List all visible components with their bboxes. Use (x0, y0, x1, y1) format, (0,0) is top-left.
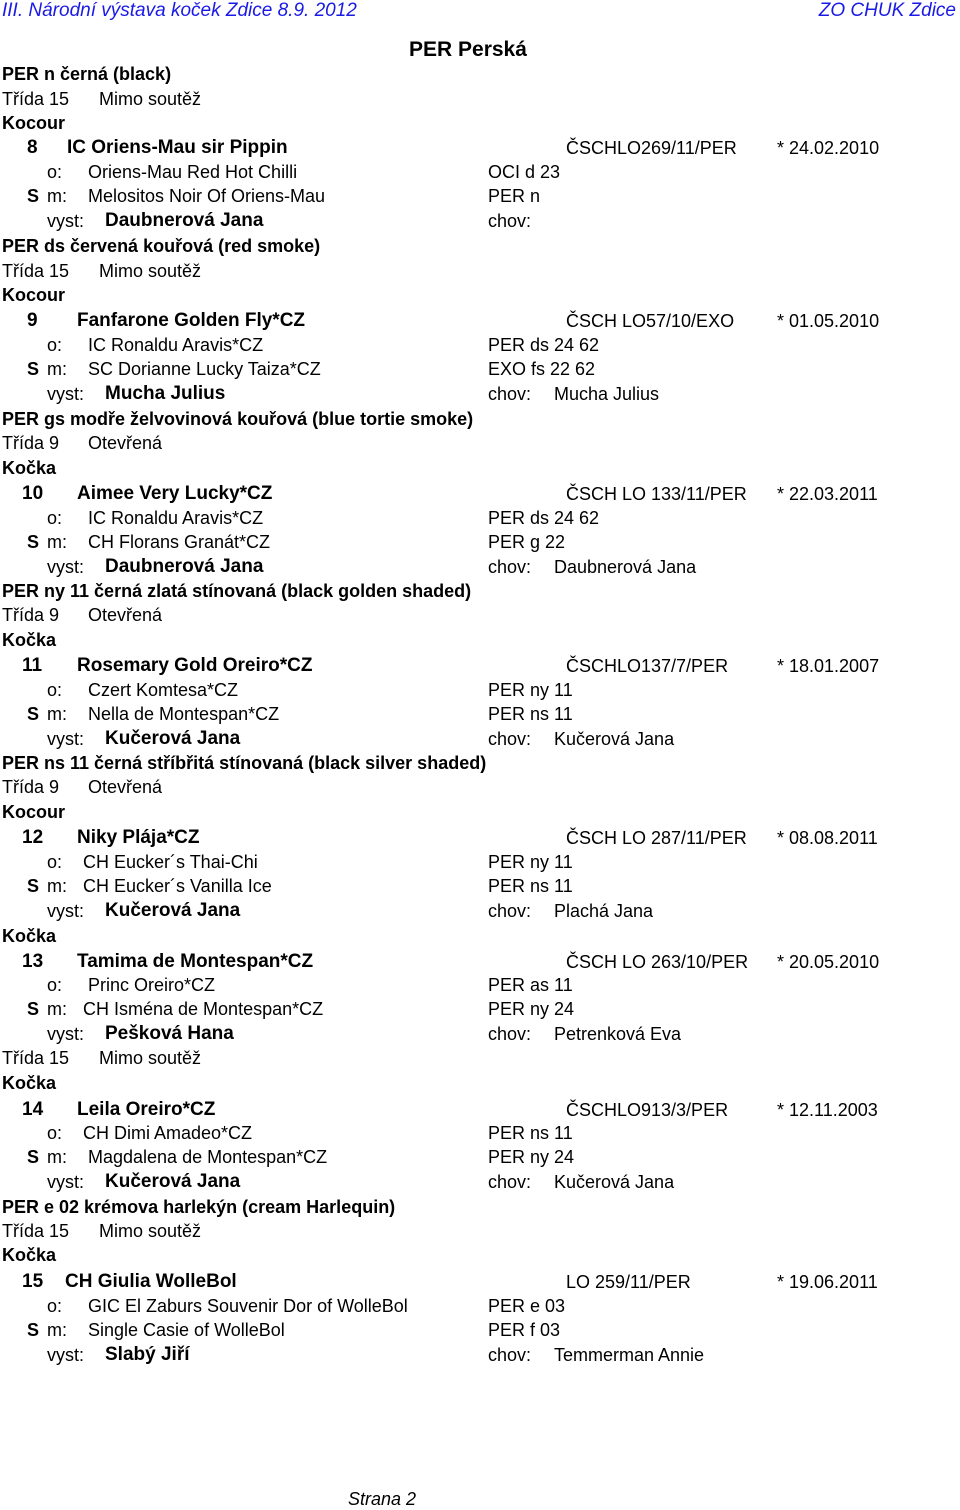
s-mark: S (27, 1147, 40, 1167)
father-name: IC Ronaldu Aravis*CZ (88, 335, 264, 355)
mother-ems: PER n (488, 186, 541, 206)
mother-name: CH Isména de Montespan*CZ (83, 999, 324, 1019)
mother-name: SC Dorianne Lucky Taiza*CZ (88, 359, 321, 379)
birth-date: * 19.06.2011 (777, 1272, 878, 1292)
father-name: Oriens-Mau Red Hot Chilli (88, 162, 298, 182)
mother-ems: PER f 03 (488, 1320, 561, 1340)
mother-label: m: (47, 999, 67, 1019)
catalog-number: 12 (22, 827, 44, 848)
breeder-name: Mucha Julius (554, 384, 660, 404)
registration: ČSCH LO 263/10/PER (566, 952, 749, 972)
sex-label: Kocour (2, 802, 65, 822)
breeder-name: Kučerová Jana (554, 729, 675, 749)
class-label: Třída 15 (2, 261, 70, 281)
exhibitor-name: Mucha Julius (105, 383, 226, 404)
registration: ČSCHLO269/11/PER (566, 138, 737, 158)
birth-date: * 24.02.2010 (777, 138, 880, 158)
class-name: Otevřená (88, 433, 163, 453)
color-heading: PER ds červená kouřová (red smoke) (2, 236, 321, 256)
exhibitor-label: vyst: (47, 211, 85, 231)
class-label: Třída 9 (2, 433, 60, 453)
s-mark: S (27, 1320, 40, 1340)
sex-label: Kocour (2, 113, 65, 133)
catalog-number: 13 (22, 951, 44, 972)
father-name: Princ Oreiro*CZ (88, 975, 216, 995)
exhibitor-name: Daubnerová Jana (105, 210, 264, 231)
birth-date: * 18.01.2007 (777, 656, 880, 676)
father-ems: PER ds 24 62 (488, 335, 600, 355)
breeder-label: chov: (488, 1172, 532, 1192)
cat-name: IC Oriens-Mau sir Pippin (67, 137, 288, 158)
birth-date: * 20.05.2010 (777, 952, 880, 972)
birth-date: * 08.08.2011 (777, 828, 878, 848)
exhibitor-name: Kučerová Jana (105, 1171, 241, 1192)
exhibitor-name: Slabý Jiří (105, 1344, 190, 1365)
registration: LO 259/11/PER (566, 1272, 691, 1292)
father-ems: PER ny 11 (488, 852, 573, 872)
father-label: o: (47, 335, 63, 355)
father-label: o: (47, 975, 63, 995)
class-label: Třída 15 (2, 1048, 70, 1068)
mother-ems: PER g 22 (488, 532, 566, 552)
exhibitor-label: vyst: (47, 1024, 85, 1044)
s-mark: S (27, 999, 40, 1019)
mother-label: m: (47, 186, 67, 206)
exhibitor-name: Kučerová Jana (105, 728, 241, 749)
mother-ems: PER ns 11 (488, 704, 573, 724)
mother-name: Nella de Montespan*CZ (88, 704, 280, 724)
breeder-label: chov: (488, 1024, 532, 1044)
mother-name: Single Casie of WolleBol (88, 1320, 285, 1340)
color-heading: PER gs modře želvovinová kouřová (blue tortie smoke) (2, 409, 474, 429)
organizer: ZO CHUK Zdice (818, 0, 956, 21)
father-ems: PER as 11 (488, 975, 573, 995)
class-label: Třída 15 (2, 89, 70, 109)
page-number: Strana 2 (348, 1489, 417, 1509)
color-heading: PER e 02 krémova harlekýn (cream Harlequin) (2, 1197, 396, 1217)
exhibitor-label: vyst: (47, 729, 85, 749)
cat-name: Fanfarone Golden Fly*CZ (77, 310, 306, 331)
class-name: Mimo soutěž (99, 261, 202, 281)
exhibitor-label: vyst: (47, 901, 85, 921)
color-heading: PER ns 11 černá stříbřitá stínovaná (black silver shaded) (2, 753, 487, 773)
breeder-label: chov: (488, 729, 532, 749)
mother-ems: PER ns 11 (488, 876, 573, 896)
father-name: Czert Komtesa*CZ (88, 680, 239, 700)
cat-name: Niky Plája*CZ (77, 827, 200, 848)
class-name: Otevřená (88, 777, 163, 797)
father-name: IC Ronaldu Aravis*CZ (88, 508, 264, 528)
breeder-name: Temmerman Annie (554, 1345, 705, 1365)
s-mark: S (27, 876, 40, 896)
catalog-number: 15 (22, 1271, 44, 1292)
sex-label: Kocour (2, 285, 65, 305)
father-label: o: (47, 162, 63, 182)
class-label: Třída 9 (2, 777, 60, 797)
exhibitor-name: Daubnerová Jana (105, 556, 264, 577)
mother-name: Magdalena de Montespan*CZ (88, 1147, 328, 1167)
catalog-number: 10 (22, 483, 44, 504)
breeder-label: chov: (488, 211, 532, 231)
class-label: Třída 9 (2, 605, 60, 625)
mother-label: m: (47, 532, 67, 552)
mother-label: m: (47, 704, 67, 724)
cat-name: Aimee Very Lucky*CZ (77, 483, 273, 504)
catalog-number: 9 (27, 310, 38, 331)
class-name: Otevřená (88, 605, 163, 625)
breeder-label: chov: (488, 384, 532, 404)
birth-date: * 12.11.2003 (777, 1100, 878, 1120)
father-name: GIC El Zaburs Souvenir Dor of WolleBol (88, 1296, 408, 1316)
birth-date: * 22.03.2011 (777, 484, 878, 504)
mother-ems: PER ny 24 (488, 1147, 575, 1167)
catalog-number: 11 (22, 655, 43, 676)
father-ems: OCI d 23 (488, 162, 561, 182)
class-label: Třída 15 (2, 1221, 70, 1241)
event-title: III. Národní výstava koček Zdice 8.9. 2012 (2, 0, 357, 21)
exhibitor-label: vyst: (47, 1172, 85, 1192)
father-ems: PER e 03 (488, 1296, 566, 1316)
sex-label: Kočka (2, 458, 57, 478)
breeder-name: Daubnerová Jana (554, 557, 697, 577)
cat-name: Tamima de Montespan*CZ (77, 951, 314, 972)
father-name: CH Dimi Amadeo*CZ (83, 1123, 253, 1143)
s-mark: S (27, 704, 40, 724)
father-label: o: (47, 1296, 63, 1316)
father-name: CH Eucker´s Thai-Chi (83, 852, 258, 872)
exhibitor-label: vyst: (47, 1345, 85, 1365)
breeder-label: chov: (488, 901, 532, 921)
sex-label: Kočka (2, 1073, 57, 1093)
sex-label: Kočka (2, 926, 57, 946)
cat-name: CH Giulia WolleBol (65, 1271, 237, 1292)
mother-name: CH Florans Granát*CZ (88, 532, 271, 552)
breeder-name: Petrenková Eva (554, 1024, 682, 1044)
class-name: Mimo soutěž (99, 1221, 202, 1241)
breed-title: PER Perská (409, 38, 527, 61)
father-label: o: (47, 680, 63, 700)
registration: ČSCHLO137/7/PER (566, 656, 729, 676)
exhibitor-name: Pešková Hana (105, 1023, 234, 1044)
s-mark: S (27, 532, 40, 552)
catalog-number: 8 (27, 137, 38, 158)
registration: ČSCHLO913/3/PER (566, 1100, 729, 1120)
mother-name: Melositos Noir Of Oriens-Mau (88, 186, 326, 206)
father-label: o: (47, 852, 63, 872)
father-label: o: (47, 1123, 63, 1143)
class-name: Mimo soutěž (99, 1048, 202, 1068)
exhibitor-label: vyst: (47, 384, 85, 404)
catalog-number: 14 (22, 1099, 44, 1120)
mother-ems: PER ny 24 (488, 999, 575, 1019)
breeder-label: chov: (488, 1345, 532, 1365)
breeder-name: Kučerová Jana (554, 1172, 675, 1192)
cat-name: Rosemary Gold Oreiro*CZ (77, 655, 313, 676)
father-ems: PER ny 11 (488, 680, 573, 700)
mother-label: m: (47, 876, 67, 896)
father-label: o: (47, 508, 63, 528)
breeder-name: Plachá Jana (554, 901, 654, 921)
father-ems: PER ds 24 62 (488, 508, 600, 528)
mother-name: CH Eucker´s Vanilla Ice (83, 876, 272, 896)
registration: ČSCH LO 287/11/PER (566, 828, 747, 848)
registration: ČSCH LO57/10/EXO (566, 311, 735, 331)
mother-label: m: (47, 359, 67, 379)
exhibitor-label: vyst: (47, 557, 85, 577)
mother-ems: EXO fs 22 62 (488, 359, 596, 379)
class-name: Mimo soutěž (99, 89, 202, 109)
cat-name: Leila Oreiro*CZ (77, 1099, 216, 1120)
sex-label: Kočka (2, 1245, 57, 1265)
color-heading: PER n černá (black) (2, 64, 172, 84)
mother-label: m: (47, 1320, 67, 1340)
color-heading: PER ny 11 černá zlatá stínovaná (black golden shaded) (2, 581, 472, 601)
mother-label: m: (47, 1147, 67, 1167)
s-mark: S (27, 359, 40, 379)
s-mark: S (27, 186, 40, 206)
father-ems: PER ns 11 (488, 1123, 573, 1143)
page-header (0, 0, 960, 24)
sex-label: Kočka (2, 630, 57, 650)
birth-date: * 01.05.2010 (777, 311, 880, 331)
registration: ČSCH LO 133/11/PER (566, 484, 747, 504)
exhibitor-name: Kučerová Jana (105, 900, 241, 921)
breeder-label: chov: (488, 557, 532, 577)
